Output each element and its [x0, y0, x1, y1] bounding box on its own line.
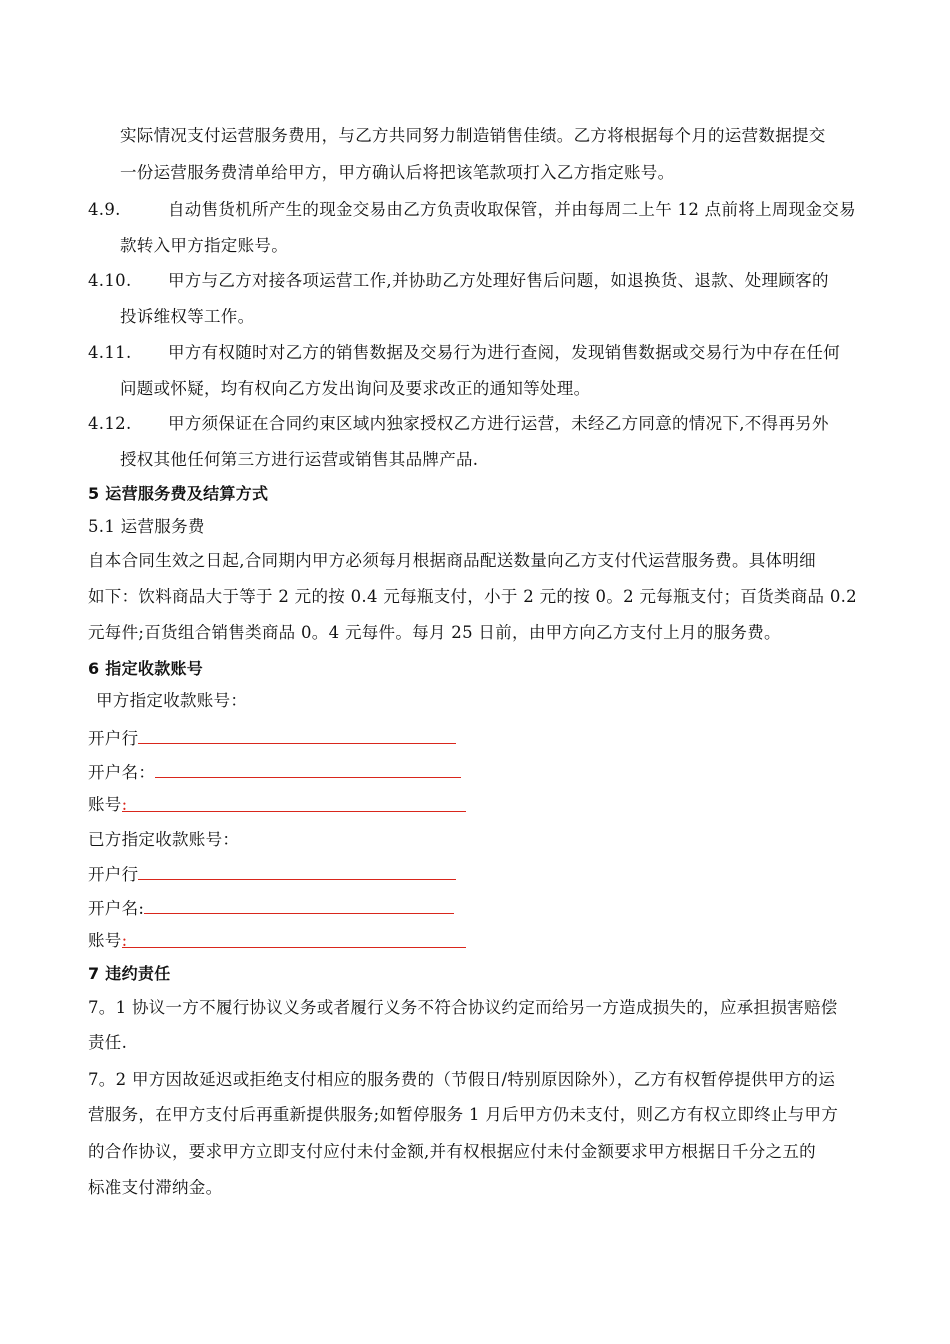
clause-4-8-line-1: 实际情况支付运营服务费用，与乙方共同努力制造销售佳绩。乙方将根据每个月的运营数据提交 — [120, 126, 826, 145]
bank-label: 开户行 — [88, 729, 139, 748]
clause-4-8-line-2: 一份运营服务费清单给甲方，甲方确认后将把该笔款项打入乙方指定账号。 — [120, 163, 675, 182]
clause-7-2-line-4: 标准支付滞纳金。 — [88, 1178, 223, 1197]
clause-7-2-line-3: 的合作协议，要求甲方立即支付应付未付金额,并有权根据应付未付金额要求甲方根据日千分之五的 — [88, 1142, 816, 1161]
clause-7-2-line-2: 营服务，在甲方支付后再重新提供服务;如暂停服务 1 月后甲方仍未支付，则乙方有权立即终止与甲方 — [88, 1105, 839, 1124]
clause-number: 4.9. — [88, 200, 121, 219]
bank-label: 开户行 — [88, 865, 139, 884]
section-7-heading: 7 违约责任 — [88, 964, 171, 983]
clause-text: 甲方有权随时对乙方的销售数据及交易行为进行查阅，发现销售数据或交易行为中存在任何 — [168, 343, 840, 362]
clause-4-10 — [88, 269, 829, 293]
account-name-label: 开户名： — [88, 763, 156, 782]
clause-7-1-line-1: 7。1 协议一方不履行协议义务或者履行义务不符合协议约定而给另一方造成损失的，应承担损害赔偿 — [88, 998, 838, 1017]
section-5-line-1: 自本合同生效之日起,合同期内甲方必须每月根据商品配送数量向乙方支付代运营服务费。具体明细 — [88, 551, 816, 570]
account-number-label: 账号 — [88, 795, 122, 814]
party-a-account-row — [88, 793, 466, 817]
section-5-line-2: 如下：饮料商品大于等于 2 元的按 0.4 元每瓶支付，小于 2 元的按 0。2 元每瓶支付；百货类商品 0.2 — [88, 587, 857, 606]
clause-4-12 — [88, 412, 829, 436]
account-colon: : — [121, 931, 128, 950]
party-a-bank-row — [88, 725, 456, 751]
clause-4-11-line-2: 问题或怀疑，均有权向乙方发出询问及要求改正的通知等处理。 — [120, 379, 591, 398]
account-colon: : — [121, 795, 128, 814]
account-name-blank-line — [144, 895, 454, 914]
account-number-label: 账号 — [88, 931, 122, 950]
party-b-bank-row — [88, 861, 456, 887]
clause-text: 甲方与乙方对接各项运营工作,并协助乙方处理好售后问题，如退换货、退款、处理顾客的 — [168, 271, 829, 290]
party-a-name-row — [88, 759, 461, 785]
clause-number: 4.12. — [88, 414, 132, 433]
clause-text: 自动售货机所产生的现金交易由乙方负责收取保管，并由每周二上午 12 点前将上周现金交易 — [168, 200, 856, 219]
clause-number: 4.10. — [88, 271, 132, 290]
account-name-blank-line — [155, 759, 461, 778]
bank-blank-line — [138, 725, 456, 744]
section-5-heading: 5 运营服务费及结算方式 — [88, 484, 269, 503]
clause-4-10-line-2: 投诉维权等工作。 — [120, 307, 255, 326]
clause-7-2-line-1: 7。2 甲方因故延迟或拒绝支付相应的服务费的（节假日/特别原因除外），乙方有权暂停提供甲方的运 — [88, 1070, 836, 1089]
clause-number: 4.11. — [88, 343, 132, 362]
section-5-1-subheading: 5.1 运营服务费 — [88, 517, 205, 536]
section-6-heading: 6 指定收款账号 — [88, 659, 204, 678]
party-b-account-title: 已方指定收款账号： — [88, 830, 240, 849]
clause-4-9 — [88, 198, 856, 222]
party-b-name-row — [88, 895, 454, 921]
party-a-account-title: 甲方指定收款账号： — [96, 691, 248, 710]
clause-7-1-line-2: 责任. — [88, 1033, 128, 1052]
clause-4-12-line-2: 授权其他任何第三方进行运营或销售其品牌产品. — [120, 450, 479, 469]
account-name-label: 开户名: — [88, 899, 145, 918]
clause-text: 甲方须保证在合同约束区域内独家授权乙方进行运营，未经乙方同意的情况下,不得再另外 — [168, 414, 829, 433]
section-5-line-3: 元每件;百货组合销售类商品 0。4 元每件。每月 25 日前，由甲方向乙方支付上月的服务费。 — [88, 623, 781, 642]
clause-4-11 — [88, 341, 840, 365]
bank-blank-line — [138, 861, 456, 880]
clause-4-9-line-2: 款转入甲方指定账号。 — [120, 236, 288, 255]
account-number-blank-line — [122, 793, 466, 812]
account-number-blank-line — [122, 929, 466, 948]
party-b-account-row — [88, 929, 466, 953]
